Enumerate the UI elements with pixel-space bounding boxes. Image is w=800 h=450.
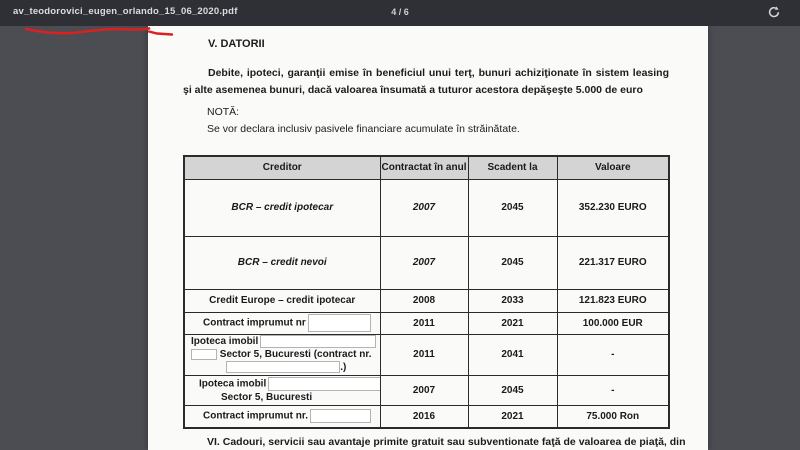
cell-due: 2045 (468, 179, 557, 236)
intro-paragraph: Debite, ipoteci, garanţii emise în beneficiul unui terţ, bunuri achiziţionate în sistem leasing şi alte asemenea bunuri, dacă valoarea însumată a tuturor acestora depăşeşte 5.000 de euro (183, 67, 669, 96)
debts-table (183, 155, 670, 429)
cell-year: 2011 (380, 334, 468, 375)
cell-due: 2021 (468, 312, 557, 334)
redaction-box (268, 377, 380, 391)
redaction-box (226, 361, 340, 373)
cell-creditor: Credit Europe – credit ipotecar (184, 289, 380, 312)
cell-value: 221.317 EURO (557, 236, 669, 289)
table-row (184, 375, 669, 405)
rotate-icon (767, 5, 781, 19)
page-indicator: 4 / 6 (391, 7, 409, 17)
section-title: V. DATORII (208, 38, 265, 50)
nota-text: Se vor declara inclusiv pasivele financiare acumulate în străinătate. (207, 123, 520, 135)
cell-creditor: BCR – credit ipotecar (184, 179, 380, 236)
table-header-row (184, 156, 669, 179)
cell-due: 2033 (468, 289, 557, 312)
header-creditor: Creditor (184, 156, 380, 179)
cell-year: 2016 (380, 405, 468, 428)
cell-creditor: Ipoteca imobil Sector 5, Bucuresti (184, 375, 380, 405)
redaction-box (191, 349, 217, 360)
cell-value: 75.000 Ron (557, 405, 669, 428)
header-scadent: Scadent la (468, 156, 557, 179)
cell-year: 2008 (380, 289, 468, 312)
table-row (184, 179, 669, 236)
cell-creditor: Ipoteca imobil Sector 5, Bucuresti (contract nr. .) (184, 334, 380, 375)
header-valoare: Valoare (557, 156, 669, 179)
cell-value: - (557, 334, 669, 375)
cell-due: 2045 (468, 236, 557, 289)
cell-due: 2021 (468, 405, 557, 428)
table-row (184, 405, 669, 428)
cell-due: 2041 (468, 334, 557, 375)
table-row (184, 236, 669, 289)
table-row (184, 312, 669, 334)
cell-value: 121.823 EURO (557, 289, 669, 312)
redaction-box (308, 314, 371, 332)
pdf-filename: av_teodorovici_eugen_orlando_15_06_2020.pdf (13, 6, 238, 17)
next-section-line: VI. Cadouri, servicii sau avantaje primite gratuit sau subventionate faţă de valoarea de piaţă, din (207, 436, 686, 448)
redaction-box (260, 335, 376, 348)
table-row (184, 289, 669, 312)
rotate-button[interactable] (766, 5, 782, 21)
cell-year: 2007 (380, 179, 468, 236)
pdf-toolbar (0, 0, 800, 26)
cell-due: 2045 (468, 375, 557, 405)
pdf-page (148, 26, 708, 450)
cell-creditor: Contract imprumut nr (184, 312, 380, 334)
nota-label: NOTĂ: (207, 106, 240, 118)
table-row (184, 334, 669, 375)
cell-value: 352.230 EURO (557, 179, 669, 236)
cell-creditor: BCR – credit nevoi (184, 236, 380, 289)
cell-creditor: Contract imprumut nr. (184, 405, 380, 428)
cell-year: 2011 (380, 312, 468, 334)
cell-year: 2007 (380, 375, 468, 405)
redaction-box (310, 409, 371, 423)
cell-year: 2007 (380, 236, 468, 289)
header-contractat: Contractat în anul (380, 156, 468, 179)
cell-value: - (557, 375, 669, 405)
cell-value: 100.000 EUR (557, 312, 669, 334)
